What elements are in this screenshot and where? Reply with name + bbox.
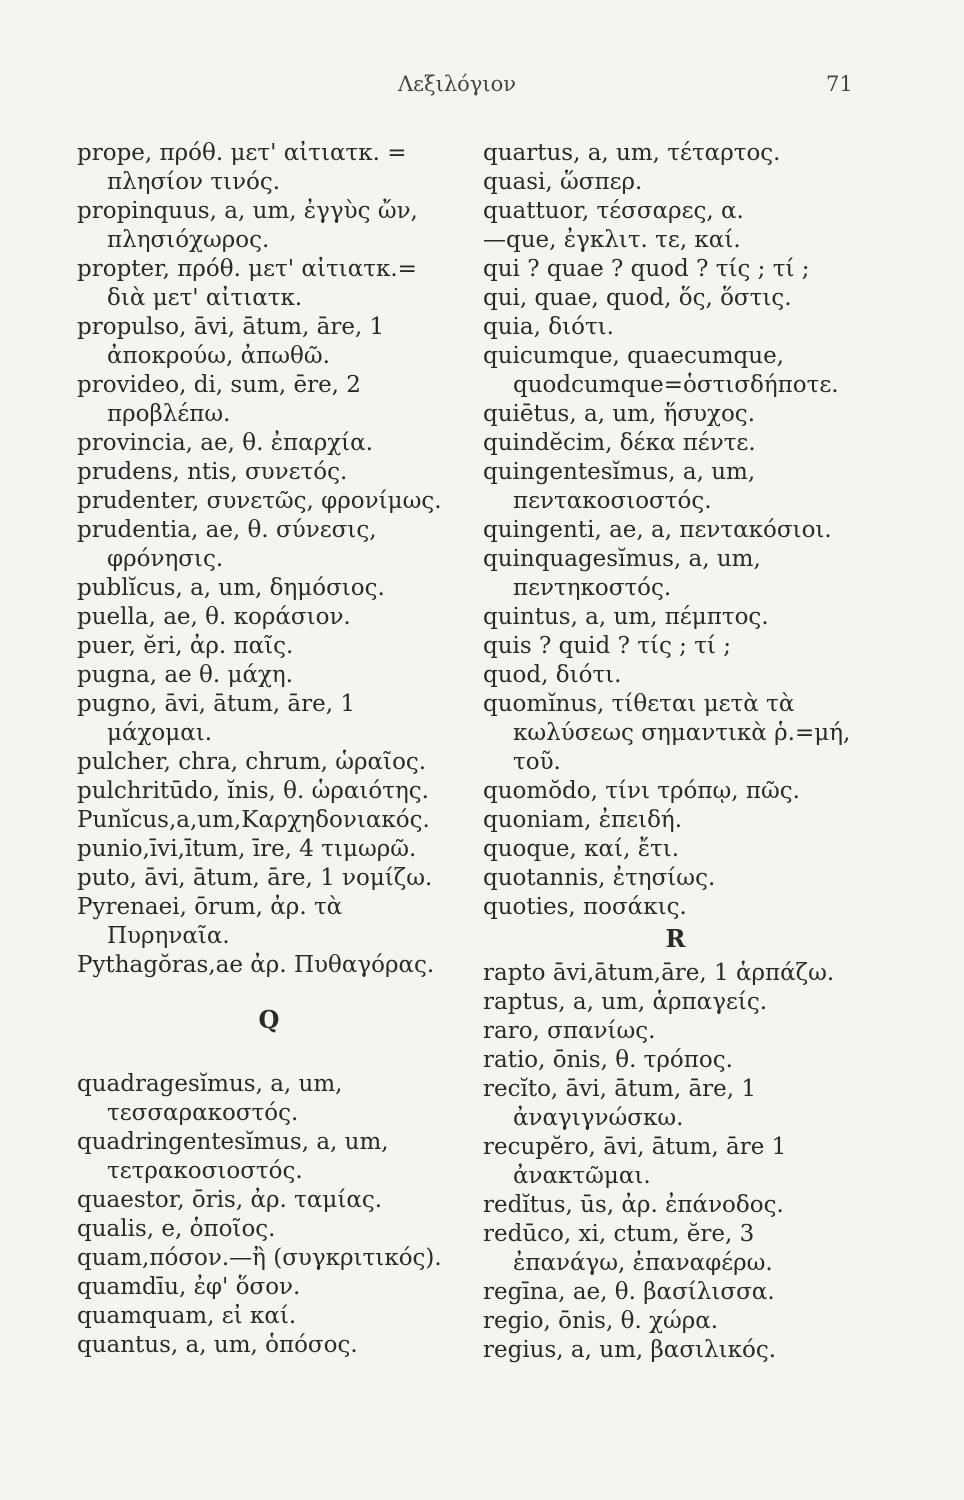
- dictionary-entry: publĭcus, a, um, δημόσιος.: [77, 575, 385, 601]
- dictionary-entry: quaestor, ōris, ἀρ. ταμίας.: [77, 1187, 383, 1213]
- dictionary-entry: quomĭnus, τίθεται μετὰ τὰ κωλύσεως σημαντικὰ ῥ.=μή, τοῦ.: [483, 691, 851, 775]
- dictionary-entry: regius, a, um, βασιλικός.: [483, 1337, 777, 1363]
- right-column: [483, 139, 868, 1365]
- dictionary-entry: quattuor, τέσσαρες, α.: [483, 198, 744, 224]
- dictionary-entry: quindĕcim, δέκα πέντε.: [483, 430, 756, 456]
- dictionary-entry: quotannis, ἐτησίως.: [483, 865, 716, 891]
- dictionary-entry: quinquagesĭmus, a, um, πεντηκοστός.: [483, 546, 761, 601]
- dictionary-entry: quicumque, quaecumque, quodcumque=ὁστισδήποτε.: [483, 343, 839, 398]
- dictionary-entry: pulcher, chra, chrum, ὡραῖος.: [77, 749, 427, 775]
- dictionary-entry: redūco, xi, ctum, ĕre, 3 ἐπανάγω, ἐπαναφέρω.: [483, 1221, 773, 1276]
- dictionary-entry: quingentesĭmus, a, um, πεντακοσιοστός.: [483, 459, 756, 514]
- dictionary-entry: quoniam, ἐπειδή.: [483, 807, 683, 833]
- dictionary-entry: Pyrenaei, ōrum, ἀρ. τὰ Πυρηναῖα.: [77, 894, 343, 949]
- dictionary-entry: quia, διότι.: [483, 314, 614, 340]
- dictionary-entry: pugno, āvi, ātum, āre, 1 μάχομαι.: [77, 691, 355, 746]
- dictionary-entry: prudenter, συνετῶς, φρονίμως.: [77, 488, 442, 514]
- dictionary-entry: quod, διότι.: [483, 662, 622, 688]
- dictionary-entry: quis ? quid ? τίς ; τί ;: [483, 633, 732, 659]
- page-number: 71: [826, 72, 853, 96]
- dictionary-entry: rapto āvi,ātum,āre, 1 ἁρπάζω.: [483, 960, 835, 986]
- dictionary-entry: quoque, καί, ἔτι.: [483, 836, 680, 862]
- entry-list-q-left: [77, 1070, 461, 1360]
- dictionary-entry: puto, āvi, ātum, āre, 1 νομίζω.: [77, 865, 433, 891]
- dictionary-entry: quartus, a, um, τέταρτος.: [483, 140, 781, 166]
- dictionary-entry: quintus, a, um, πέμπτος.: [483, 604, 769, 630]
- dictionary-entry: qui, quae, quod, ὅς, ὅστις.: [483, 285, 792, 311]
- dictionary-entry: propinquus, a, um, ἐγγὺς ὤν, πλησιόχωρος.: [77, 198, 418, 253]
- dictionary-entry: puer, ĕri, ἀρ. παῖς.: [77, 633, 294, 659]
- dictionary-entry: quamquam, εἰ καί.: [77, 1303, 297, 1329]
- dictionary-entry: pugna, ae θ. μάχη.: [77, 662, 294, 688]
- dictionary-entry: —que, ἐγκλιτ. τε, καί.: [483, 227, 741, 253]
- dictionary-entry: quam,πόσον.—ἢ (συγκριτικός).: [77, 1245, 442, 1271]
- section-heading-r: R: [665, 924, 686, 953]
- dictionary-entry: regīna, ae, θ. βασίλισσα.: [483, 1279, 775, 1305]
- dictionary-entry: quiētus, a, um, ἥσυχος.: [483, 401, 756, 427]
- dictionary-entry: quasi, ὥσπερ.: [483, 169, 643, 195]
- dictionary-entry: quamdīu, ἐφ' ὅσον.: [77, 1274, 301, 1300]
- dictionary-entry: propter, πρόθ. μετ' αἰτιατκ.= διὰ μετ' αἰτιατκ.: [77, 256, 417, 311]
- dictionary-entry: quingenti, ae, a, πεντακόσιοι.: [483, 517, 832, 543]
- dictionary-entry: quadragesĭmus, a, um, τεσσαρακοστός.: [77, 1071, 343, 1126]
- dictionary-entry: regio, ōnis, θ. χώρα.: [483, 1308, 719, 1334]
- entry-list-q-right: [483, 139, 868, 922]
- dictionary-entry: puella, ae, θ. κοράσιον.: [77, 604, 351, 630]
- dictionary-entry: quomŏdo, τίνι τρόπῳ, πῶς.: [483, 778, 800, 804]
- dictionary-entry: recupĕro, āvi, ātum, āre 1 ἀνακτῶμαι.: [483, 1134, 787, 1189]
- dictionary-entry: quoties, ποσάκις.: [483, 894, 687, 920]
- dictionary-entry: Pythagŏras,ae ἀρ. Πυθαγόρας.: [77, 952, 435, 978]
- entry-list-p: [77, 139, 461, 980]
- dictionary-entry: provincia, ae, θ. ἐπαρχία.: [77, 430, 374, 456]
- dictionary-entry: pulchritūdo, ĭnis, θ. ὡραιότης.: [77, 778, 429, 804]
- dictionary-entry: redĭtus, ūs, ἀρ. ἐπάνοδος.: [483, 1192, 784, 1218]
- dictionary-entry: prope, πρόθ. μετ' αἰτιατκ. = πλησίον τινός.: [77, 140, 407, 195]
- dictionary-entry: punio,īvi,ītum, īre, 4 τιμωρῶ.: [77, 836, 417, 862]
- dictionary-entry: qualis, e, ὁποῖος.: [77, 1216, 276, 1242]
- dictionary-entry: ratio, ōnis, θ. τρόπος.: [483, 1047, 733, 1073]
- left-column: [77, 139, 461, 1360]
- dictionary-entry: prudentia, ae, θ. σύνεσις, φρόνησις.: [77, 517, 377, 572]
- dictionary-entry: raptus, a, um, ἁρπαγείς.: [483, 989, 768, 1015]
- dictionary-entry: recĭto, āvi, ātum, āre, 1 ἀναγιγνώσκω.: [483, 1076, 757, 1131]
- section-heading-q: Q: [258, 1005, 280, 1034]
- dictionary-entry: Punĭcus,a,um,Καρχηδονιακός.: [77, 807, 430, 833]
- dictionary-entry: quadringentesĭmus, a, um, τετρακοσιοστός.: [77, 1129, 389, 1184]
- dictionary-entry: prudens, ntis, συνετός.: [77, 459, 348, 485]
- dictionary-entry: qui ? quae ? quod ? τίς ; τί ;: [483, 256, 810, 282]
- dictionary-entry: propulso, āvi, ātum, āre, 1 ἀποκρούω, ἀπωθῶ.: [77, 314, 385, 369]
- dictionary-entry: provideo, di, sum, ēre, 2 προβλέπω.: [77, 372, 361, 427]
- entry-list-r: [483, 959, 868, 1365]
- dictionary-entry: raro, σπανίως.: [483, 1018, 656, 1044]
- dictionary-entry: quantus, a, um, ὁπόσος.: [77, 1332, 358, 1358]
- page-header-title: Λεξιλόγιον: [398, 72, 516, 96]
